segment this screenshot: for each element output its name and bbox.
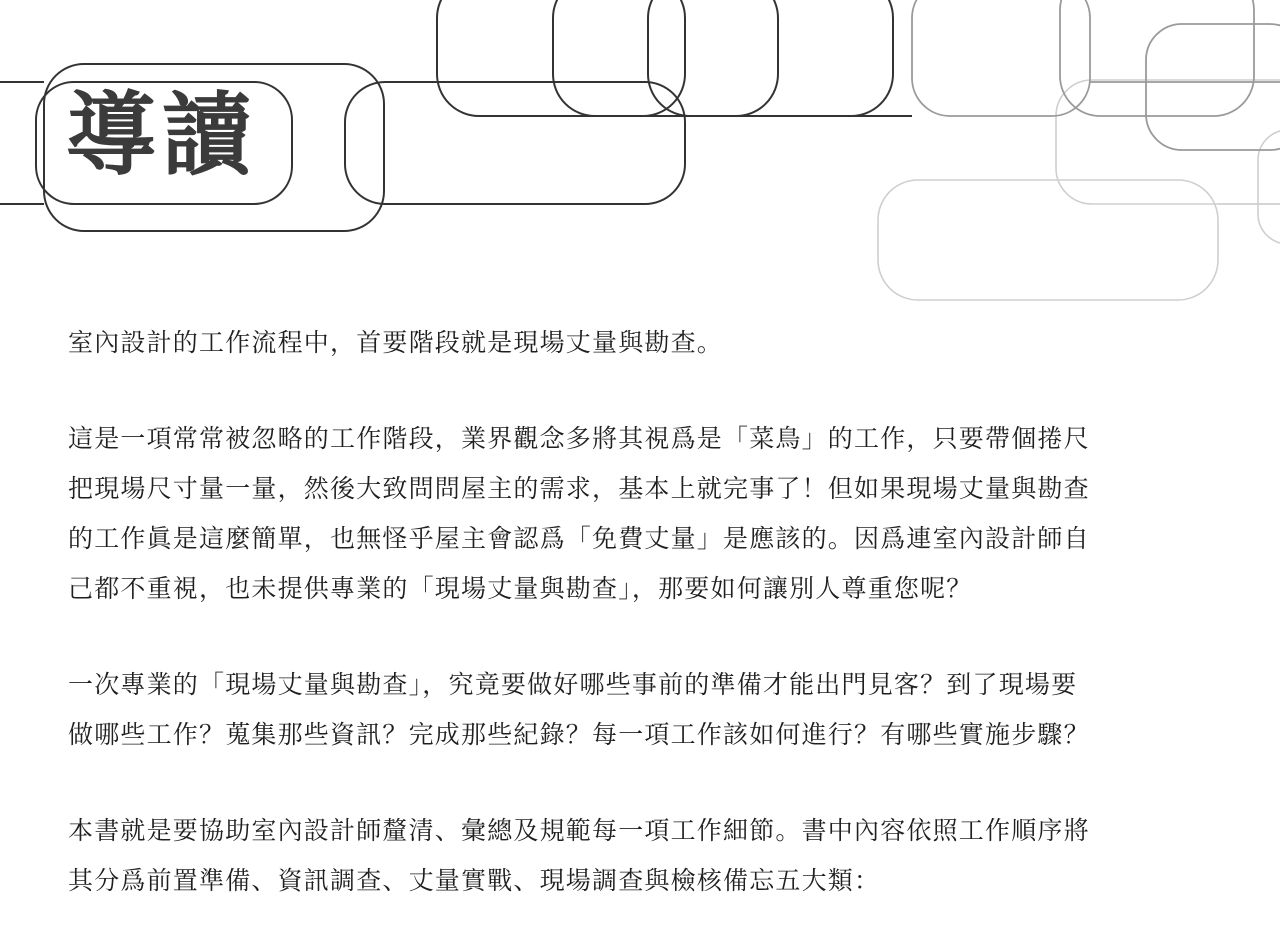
paragraph-questions [68, 660, 1220, 760]
text-line: 室內設計的工作流程中，首要階段就是現場丈量與勘查。 [68, 328, 724, 357]
decor-shape [553, 0, 778, 116]
article-body [68, 318, 1220, 952]
text-line: 其分爲前置準備、資訊調查、丈量實戰、現場調查與檢核備忘五大類： [68, 866, 881, 895]
text-line: 己都不重視，也未提供專業的「現場丈量與勘查」，那要如何讓別人尊重您呢？ [68, 574, 973, 603]
text-line: 一次專業的「現場丈量與勘查」，究竟要做好哪些事前的準備才能出門見客？到了現場要 [68, 670, 1078, 699]
text-line: 做哪些工作？蒐集那些資訊？完成那些紀錄？每一項工作該如何進行？有哪些實施步驟？ [68, 720, 1090, 749]
text-line: 把現場尺寸量一量，然後大致問問屋主的需求，基本上就完事了！但如果現場丈量與勘查 [68, 474, 1090, 503]
decor-shape [878, 180, 1218, 300]
decor-shape [345, 82, 685, 204]
text-line: 的工作眞是這麼簡單，也無怪乎屋主會認爲「免費丈量」是應該的。因爲連室內設計師自 [68, 524, 1090, 553]
paragraph-overlooked-stage [68, 414, 1220, 614]
paragraph-intro [68, 318, 1220, 368]
page-heading: 導讀 [66, 83, 258, 188]
decor-shape [1258, 130, 1280, 244]
text-line: 這是一項常常被忽略的工作階段，業界觀念多將其視爲是「菜鳥」的工作，只要帶個捲尺 [68, 424, 1090, 453]
paragraph-book-purpose [68, 806, 1220, 906]
decor-shape [912, 0, 1090, 116]
decor-shape [1146, 24, 1280, 150]
text-line: 本書就是要協助室內設計師釐清、彙總及規範每一項工作細節。書中內容依照工作順序將 [68, 816, 1090, 845]
